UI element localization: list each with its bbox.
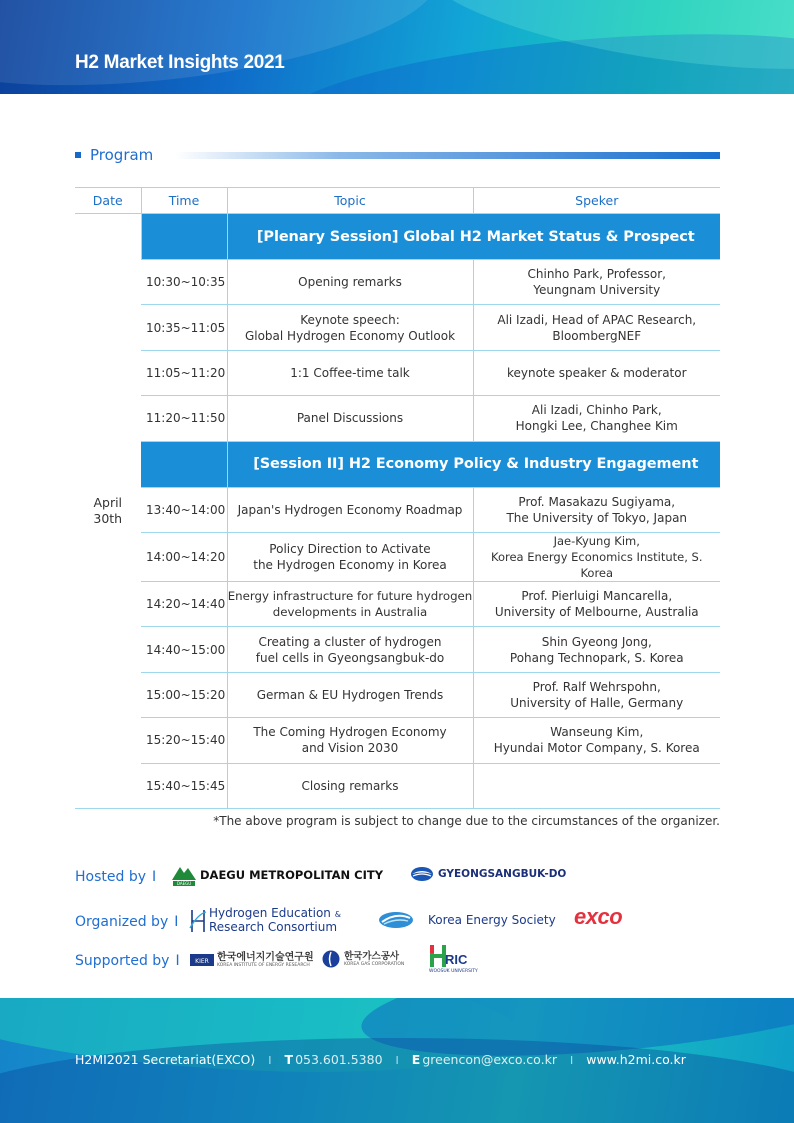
topic-cell: [227, 532, 473, 581]
date-day: 30th: [93, 510, 123, 526]
label-separator: I: [175, 953, 180, 969]
speaker-line: Ali Izadi, Chinho Park,: [531, 403, 662, 418]
speaker-line: Jae-Kyung Kim,: [553, 533, 640, 548]
exco-wordmark: exco: [574, 904, 623, 929]
table-row: [75, 532, 720, 581]
speaker-line: Hongki Lee, Changhee Kim: [515, 419, 678, 434]
column-header-topic: Topic: [227, 188, 473, 214]
speaker-line: Yeungnam University: [533, 283, 661, 298]
email-link[interactable]: greencon@exco.co.kr: [422, 1052, 557, 1067]
kier-mark-text: KIER: [195, 958, 209, 965]
gyeongbuk-logo: [410, 866, 566, 882]
topic-line: The Coming Hydrogen Economy: [253, 725, 447, 740]
table-header-row: [75, 188, 720, 214]
daegu-mountain-icon: [172, 864, 196, 886]
topic-line: developments in Australia: [272, 605, 428, 620]
topic-cell: [227, 396, 473, 441]
speaker-cell: [473, 627, 720, 672]
session-blank-cell: [141, 214, 227, 260]
topic-line: Keynote speech:: [300, 312, 400, 327]
label-separator: I: [152, 869, 157, 885]
phone-number: 053.601.5380: [295, 1052, 383, 1067]
topic-line: Panel Discussions: [296, 411, 404, 426]
topic-line: Opening remarks: [298, 275, 402, 290]
plenary-session-title: [Plenary Session] Global H2 Market Status & Prospect: [227, 214, 720, 260]
topic-cell: [227, 718, 473, 763]
hric-wordmark: RIC: [445, 952, 468, 967]
kier-emblem-icon: [190, 951, 214, 969]
page-footer: [0, 998, 794, 1123]
table-row: [75, 350, 720, 395]
speaker-line: Prof. Pierluigi Mancarella,: [521, 589, 673, 604]
topic-line: Japan's Hydrogen Economy Roadmap: [237, 502, 463, 517]
plenary-session-row: [75, 214, 720, 260]
table-row: [75, 487, 720, 532]
time-cell: 15:00~15:20: [141, 672, 227, 717]
gyeongbuk-name: GYEONGSANGBUK-DO: [438, 868, 567, 880]
speaker-line: University of Melbourne, Australia: [494, 605, 699, 620]
header-title: H2 Market Insights 2021: [75, 52, 285, 73]
kier-english-name: KOREA INSTITUTE OF ENERGY RESEARCH: [217, 962, 310, 968]
time-cell: 10:35~11:05: [141, 305, 227, 350]
time-cell: 13:40~14:00: [141, 487, 227, 532]
speaker-line: The University of Tokyo, Japan: [506, 510, 688, 525]
table-row: [75, 672, 720, 717]
time-cell: 14:20~14:40: [141, 581, 227, 626]
topic-line: the Hydrogen Economy in Korea: [253, 557, 447, 572]
topic-line: Creating a cluster of hydrogen: [258, 634, 442, 649]
speaker-line: Ali Izadi, Head of APAC Research,: [497, 312, 697, 327]
program-change-note: *The above program is subject to change due to the circumstances of the organizer.: [213, 814, 720, 828]
session-blank-cell: [141, 441, 227, 487]
topic-line: fuel cells in Gyeongsangbuk-do: [255, 650, 445, 665]
organized-by-label: [75, 914, 178, 930]
hric-subtitle: WOOSUK UNIVERSITY: [429, 969, 478, 974]
footer-separator: I: [268, 1054, 272, 1067]
topic-line: Energy infrastructure for future hydrogen: [227, 589, 473, 604]
speaker-cell: [473, 581, 720, 626]
speaker-line: Shin Gyeong Jong,: [541, 634, 652, 649]
table-row: [75, 260, 720, 305]
session-ii-row: [75, 441, 720, 487]
kes-swirl-icon: [378, 910, 414, 930]
speaker-line: keynote speaker & moderator: [506, 365, 687, 380]
section-title: Program: [90, 146, 154, 164]
hydrogen-h-icon: [188, 908, 208, 934]
table-row: [75, 396, 720, 441]
footer-separator: I: [395, 1054, 399, 1067]
speaker-cell: [473, 672, 720, 717]
hydrogen-line1: [209, 907, 341, 921]
speaker-line: Prof. Masakazu Sugiyama,: [518, 494, 676, 509]
table-row: [75, 305, 720, 350]
footer-secretariat: H2MI2021 Secretariat(EXCO): [75, 1052, 256, 1067]
speaker-line: Pohang Technopark, S. Korea: [509, 650, 684, 665]
speaker-line: Korea Energy Economics Institute, S. Korea: [490, 549, 703, 580]
topic-cell: [227, 763, 473, 808]
speaker-line: Chinho Park, Professor,: [527, 267, 666, 282]
kogas-korean-name: 한국가스공사: [344, 950, 400, 962]
date-cell: [75, 214, 141, 809]
time-cell: 15:40~15:45: [141, 763, 227, 808]
label-separator: I: [174, 914, 179, 930]
time-cell: 14:40~15:00: [141, 627, 227, 672]
daegu-logo: [172, 864, 383, 886]
table-row: [75, 581, 720, 626]
topic-cell: [227, 350, 473, 395]
table-row: [75, 718, 720, 763]
hydrogen-line1-text: Hydrogen Education: [209, 906, 331, 920]
kogas-emblem-icon: [322, 950, 340, 968]
speaker-line: Wanseung Kim,: [550, 725, 644, 740]
topic-line: 1:1 Coffee-time talk: [290, 365, 410, 380]
topic-line: Closing remarks: [301, 778, 399, 793]
time-cell: 15:20~15:40: [141, 718, 227, 763]
topic-cell: [227, 260, 473, 305]
hydrogen-consortium-logo: [188, 907, 341, 934]
column-header-date: Date: [75, 188, 141, 214]
time-cell: 10:30~10:35: [141, 260, 227, 305]
hosted-by-text: Hosted by: [75, 869, 146, 885]
phone-key: T: [284, 1052, 294, 1067]
time-cell: 11:05~11:20: [141, 350, 227, 395]
kier-text-block: [217, 952, 314, 969]
topic-line: Global Hydrogen Economy Outlook: [244, 328, 456, 343]
hydrogen-line2: Research Consortium: [209, 920, 338, 934]
speaker-cell: [473, 305, 720, 350]
column-header-time: Time: [141, 188, 227, 214]
hric-mark: [429, 943, 481, 975]
footer-separator: I: [569, 1054, 574, 1067]
time-cell: 14:00~14:20: [141, 532, 227, 581]
hosted-by-label: [75, 869, 156, 885]
kier-korean-name: 한국에너지기술연구원: [217, 951, 314, 963]
topic-line: and Vision 2030: [301, 741, 399, 756]
kogas-text-block: [344, 951, 404, 968]
daegu-mark-text: DAEGU: [176, 881, 192, 886]
topic-cell: [227, 305, 473, 350]
section-heading: [75, 146, 720, 166]
table-row: [75, 763, 720, 808]
supported-by-text: Supported by: [75, 953, 170, 969]
column-header-speaker: Speker: [473, 188, 720, 214]
topic-cell: [227, 581, 473, 626]
topic-line: German & EU Hydrogen Trends: [256, 687, 444, 702]
speaker-cell: [473, 260, 720, 305]
daegu-name: DAEGU METROPOLITAN CITY: [200, 868, 384, 882]
gyeongbuk-emblem-icon: [410, 866, 434, 882]
topic-line: Policy Direction to Activate: [269, 541, 431, 556]
organized-by-text: Organized by: [75, 914, 169, 930]
kes-logo: [378, 910, 556, 930]
speaker-cell: [473, 487, 720, 532]
speaker-cell: [473, 718, 720, 763]
topic-cell: [227, 487, 473, 532]
speaker-cell: [473, 396, 720, 441]
speaker-cell: [473, 350, 720, 395]
speaker-line: Hyundai Motor Company, S. Korea: [493, 741, 700, 756]
speaker-line: BloombergNEF: [552, 328, 642, 343]
hric-logo: [429, 943, 481, 975]
page-header: [0, 0, 794, 94]
date-month: April: [93, 494, 123, 510]
bullet-square-icon: [75, 152, 81, 158]
kier-logo: [190, 951, 314, 969]
session-ii-title: [Session II] H2 Economy Policy & Industry Engagement: [227, 441, 720, 487]
hydrogen-text-block: [209, 907, 341, 934]
program-table: [75, 187, 720, 809]
kes-name: Korea Energy Society: [428, 913, 556, 927]
kogas-logo: [322, 950, 404, 968]
topic-cell: [227, 672, 473, 717]
time-cell: 11:20~11:50: [141, 396, 227, 441]
footer-contact-line: [75, 1052, 720, 1067]
kogas-english-name: KOREA GAS CORPORATION: [344, 961, 405, 967]
speaker-cell: [473, 763, 720, 808]
speaker-cell: [473, 532, 720, 581]
section-gradient-rule: [175, 152, 720, 159]
exco-logo: [574, 904, 622, 930]
email-key: E: [411, 1052, 421, 1067]
supported-by-label: [75, 953, 180, 969]
table-row: [75, 627, 720, 672]
speaker-line: Prof. Ralf Wehrspohn,: [532, 679, 661, 694]
hydrogen-amp: &: [334, 910, 341, 919]
speaker-line: University of Halle, Germany: [510, 695, 684, 710]
website-link[interactable]: www.h2mi.co.kr: [586, 1052, 686, 1067]
topic-cell: [227, 627, 473, 672]
